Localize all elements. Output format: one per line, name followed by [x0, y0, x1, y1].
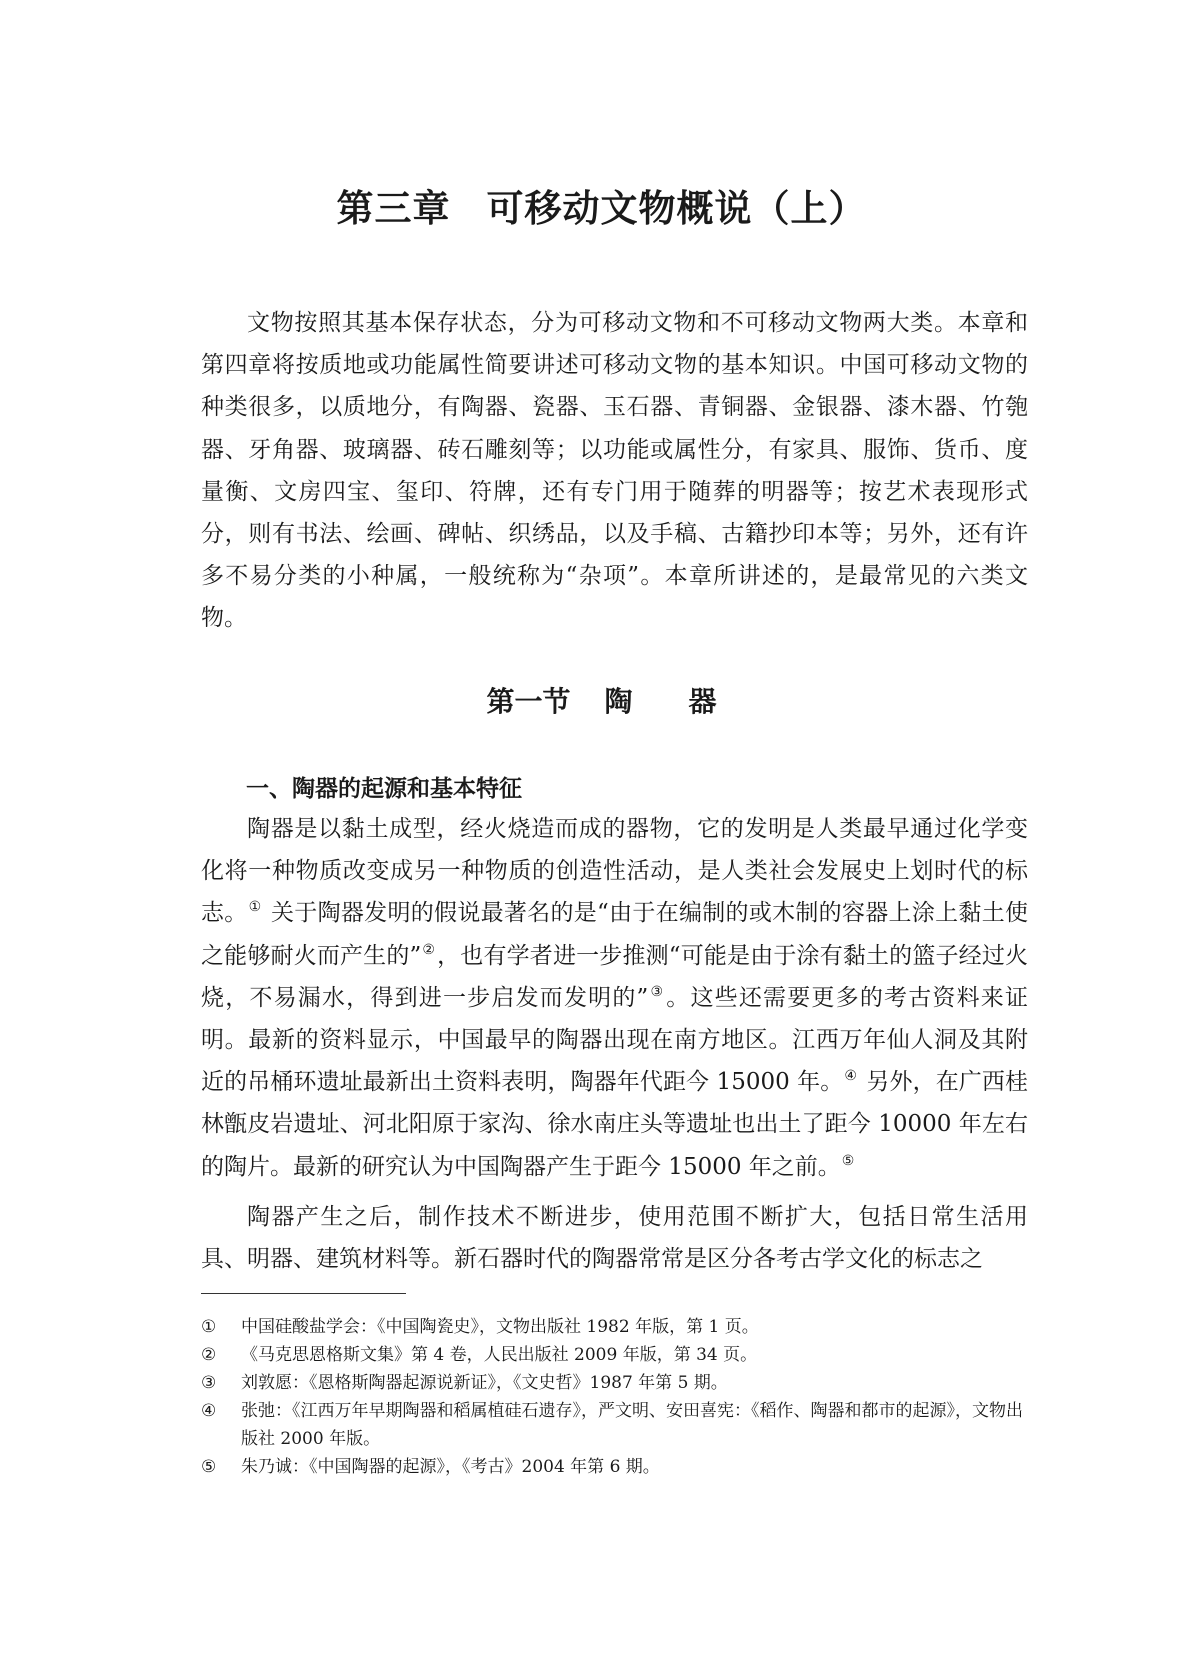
- body-paragraph-1: [201, 808, 1028, 1188]
- footnote-mark: ⑤: [201, 1457, 217, 1477]
- footnote-text: 中国硅酸盐学会：《中国陶瓷史》，文物出版社 1982 年版，第 1 页。: [241, 1317, 759, 1337]
- footnote-mark: ③: [201, 1373, 217, 1393]
- footnote-item: [201, 1341, 1028, 1369]
- body-paragraph-2: 陶器产生之后，制作技术不断进步，使用范围不断扩大，包括日常生活用具、明器、建筑材料等。新石器时代的陶器常常是区分各考古学文化的标志之: [201, 1204, 1028, 1273]
- chapter-title-text: 可移动文物概说（上）: [486, 187, 867, 230]
- footnote-mark: ④: [201, 1401, 217, 1421]
- subsection-title: 一、陶器的起源和基本特征: [246, 776, 522, 802]
- footnote-ref-3[interactable]: ③: [649, 983, 665, 1000]
- section-number: 第一节: [486, 685, 571, 718]
- footnote-item: [201, 1397, 1028, 1453]
- footnote-divider: [201, 1293, 406, 1294]
- footnote-text: 张弛：《江西万年早期陶器和稻属植硅石遗存》，严文明、安田喜宪：《稻作、陶器和都市的起源》，文物出版社 2000 年版。: [241, 1401, 1023, 1449]
- paragraph-text: 陶器是以黏土成型，经火烧造而成的器物，它的发明是人类最早通过化学变化将一种物质改变成另一种物质的创造性活动，是人类社会发展史上划时代的标志。: [201, 816, 1028, 927]
- footnote-ref-1[interactable]: ①: [248, 899, 262, 916]
- section-title-char-2: 器: [688, 685, 717, 718]
- footnote-text: 朱乃诚：《中国陶器的起源》，《考古》2004 年第 6 期。: [241, 1457, 660, 1477]
- footnote-text: 刘敦愿：《恩格斯陶器起源说新证》，《文史哲》1987 年第 5 期。: [241, 1373, 728, 1393]
- footnote-mark: ②: [201, 1345, 217, 1365]
- paragraph-text: 。这些还需要更多的考古资料来证明。最新的资料显示，中国最早的陶器出现在南方地区。江西万年仙人洞及其附近的吊桶环遗址最新出土资料表明，陶器年代距今 15000 年。: [201, 984, 1028, 1096]
- section-title-char-1: 陶: [604, 685, 633, 718]
- chapter-number: 第三章: [336, 187, 451, 230]
- footnote-item: [201, 1369, 1028, 1397]
- footnote-ref-4[interactable]: ④: [844, 1068, 857, 1085]
- footnote-item: [201, 1313, 1028, 1341]
- footnote-item: [201, 1453, 1028, 1481]
- footnote-ref-5[interactable]: ⑤: [841, 1152, 855, 1169]
- intro-paragraph: 文物按照其基本保存状态，分为可移动文物和不可移动文物两大类。本章和第四章将按质地或功能属性简要讲述可移动文物的基本知识。中国可移动文物的种类很多，以质地分，有陶器、瓷器、玉石器、青铜器、金银器、漆木器、竹匏器、牙角器、玻璃器、砖石雕刻等；以功能或属性分，有家具、服饰、货币、度量衡、文房四宝、玺印、符牌，还有专门用于随葬的明器等；按艺术表现形式分，则有书法、绘画、碑帖、织绣品，以及手稿、古籍抄印本等；另外，还有许多不易分类的小种属，一般统称为“杂项”。本章所讲述的，是最常见的六类文物。: [201, 310, 1028, 632]
- chapter-title: [0, 178, 1203, 232]
- section-title: [0, 680, 1203, 720]
- paragraph-text: ，也有学者进一步推测“可能是由于涂有黏土的篮子经过火烧，不易漏水，得到进一步启发而发明的”: [201, 942, 1029, 1011]
- paragraph-text: 另外，在广西桂林甑皮岩遗址、河北阳原于家沟、徐水南庄头等遗址也出土了距今 10000 年左右的陶片。最新的研究认为中国陶器产生于距今 15000 年之前。: [201, 1069, 1028, 1180]
- footnote-text: 《马克思恩格斯文集》第 4 卷，人民出版社 2009 年版，第 34 页。: [241, 1345, 758, 1365]
- paragraph-text: 关于陶器发明的假说最著名的是“由于在编制的或木制的容器上涂上黏土使之能够耐火而产生的”: [201, 900, 1028, 969]
- footnote-mark: ①: [201, 1317, 217, 1337]
- footnotes-list: [201, 1313, 1028, 1481]
- footnote-ref-2[interactable]: ②: [422, 941, 436, 958]
